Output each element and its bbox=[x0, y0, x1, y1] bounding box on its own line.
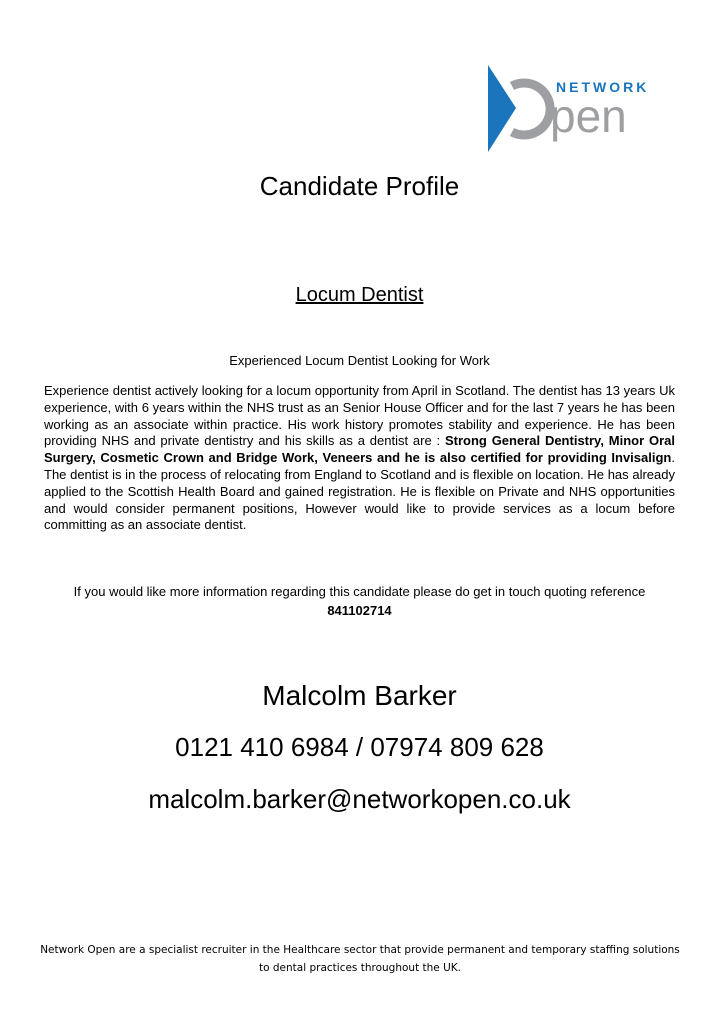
description-part-1: Experience dentist actively looking for a locum opportunity from April in Scotland. The dentist has 13 years Uk experience, with 6 years within the NHS trust as an Senior House Officer and for the last 7 years he has been working as an associate within practice. His work history promotes stability and experience. He has been providing NHS and private dentistry and his skills as a dentist are : bbox=[44, 383, 675, 449]
logo-o-arc bbox=[512, 83, 550, 135]
logo-network-text: NETWORK bbox=[556, 79, 650, 95]
role-title: Locum Dentist bbox=[295, 284, 424, 306]
logo-pen-text: pen bbox=[550, 90, 627, 142]
description-part-2: . The dentist is in the process of relocating from England to Scotland and is flexible on location. He has already applied to the Scottish Health Board and gained registration. He is flexible on Private and NHS opportunities and would consider permanent positions, However would like to provide services as a locum before committing as an associate dentist. bbox=[44, 450, 675, 533]
reference-number: 841102714 bbox=[327, 603, 392, 618]
logo-chevron-icon bbox=[488, 65, 516, 152]
more-info-message: If you would like more information regarding this candidate please do get in touch quoting reference bbox=[73, 584, 646, 599]
more-info-text bbox=[44, 582, 675, 620]
contact-phone: 0121 410 6984 / 07974 809 628 bbox=[175, 732, 544, 762]
footer-disclaimer: Network Open are a specialist recruiter in the Healthcare sector that provide permanent and temporary staffing solutions to dental practices throughout the UK. bbox=[40, 944, 680, 974]
page-title: Candidate Profile bbox=[259, 171, 460, 201]
contact-email: malcolm.barker@networkopen.co.uk bbox=[148, 784, 571, 814]
contact-name: Malcolm Barker bbox=[262, 680, 457, 711]
network-open-logo bbox=[486, 62, 656, 154]
profile-subheading: Experienced Locum Dentist Looking for Work bbox=[229, 353, 490, 368]
skills-list: Strong General Dentistry, Minor Oral Surgery, Cosmetic Crown and Bridge Work, Veneers and he is also certified for providing Invisalign bbox=[44, 433, 675, 466]
role-heading bbox=[0, 281, 719, 309]
candidate-description bbox=[44, 383, 675, 534]
